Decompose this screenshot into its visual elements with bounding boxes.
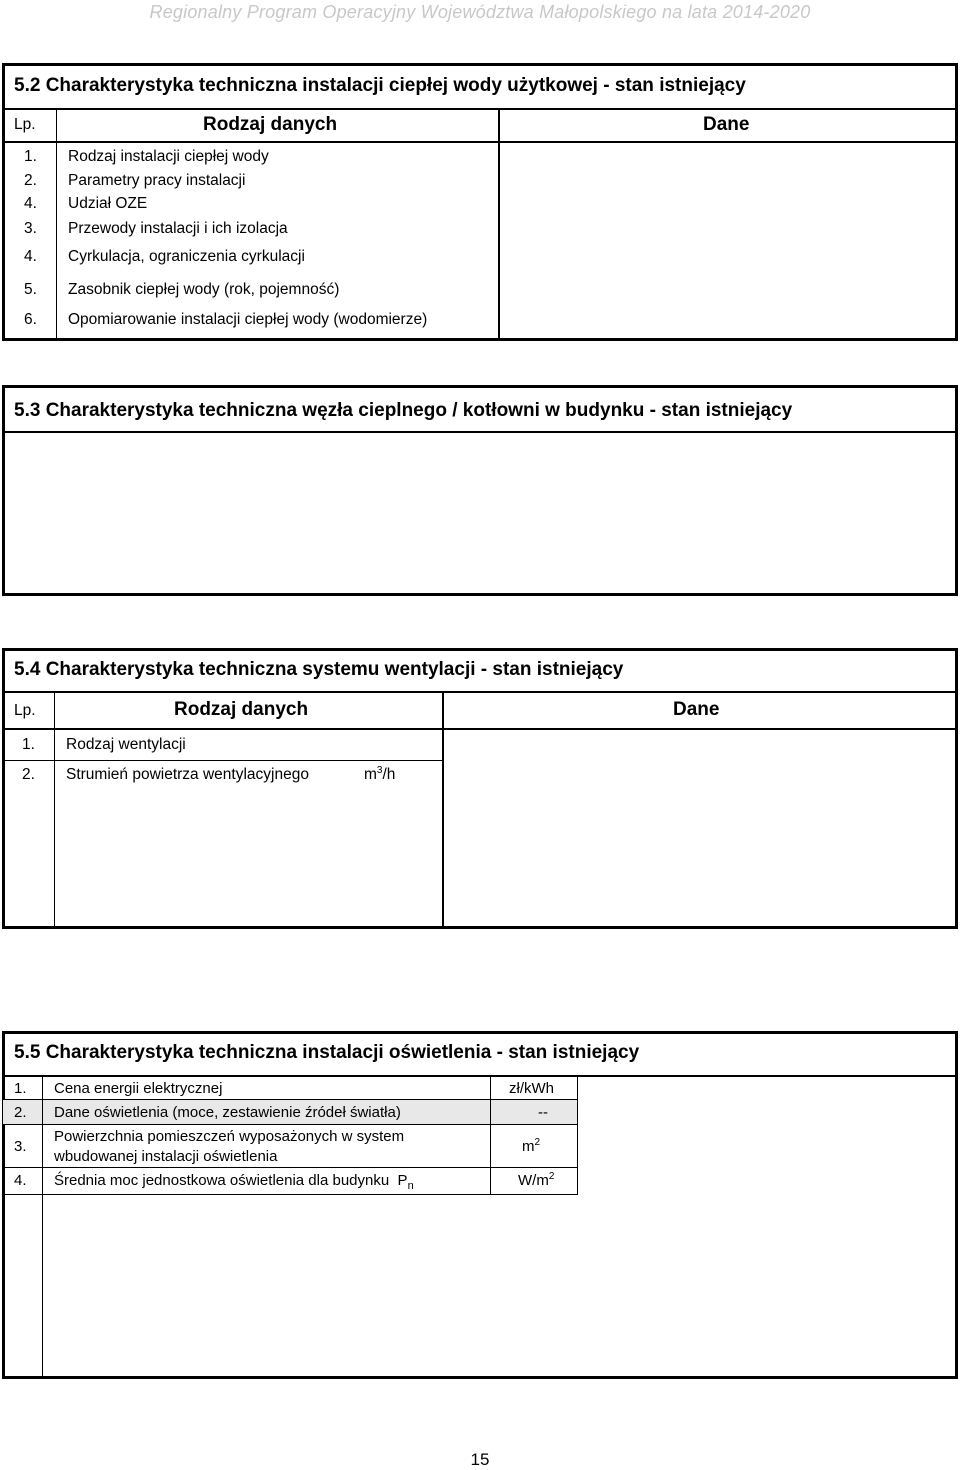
row-lp: 2. [24, 172, 37, 189]
row-unit: -- [538, 1104, 548, 1121]
row-label: Rodzaj instalacji ciepłej wody [68, 148, 269, 165]
row-lp: 4. [24, 195, 37, 212]
col-lp: Lp. [14, 702, 36, 719]
row-label: Średnia moc jednostkowa oświetlenia dla budynku $P_n$ [54, 1172, 414, 1192]
col-rodzaj: Rodzaj danych [174, 699, 309, 720]
row-unit: zł/kWh [509, 1080, 554, 1097]
row-label: Strumień powietrza wentylacyjnego [66, 766, 309, 783]
col-dane: Dane [673, 699, 720, 720]
section-title: 5.5 Charakterystyka techniczna instalacji oświetlenia - stan istniejący [14, 1042, 640, 1063]
row-lp: 3. [14, 1138, 27, 1155]
section-title: 5.3 Charakterystyka techniczna węzła cieplnego / kotłowni w budynku - stan istniejący [14, 400, 793, 421]
row-lp: 1. [14, 1080, 27, 1097]
page-header: Regionalny Program Operacyjny Województwa Małopolskiego na lata 2014-2020 [149, 2, 811, 22]
row-label: Przewody instalacji i ich izolacja [68, 220, 288, 237]
row-label: Parametry pracy instalacji [68, 172, 246, 189]
row-label: wbudowanej instalacji oświetlenia [54, 1148, 278, 1165]
col-lp: Lp. [14, 116, 36, 133]
row-lp: 6. [24, 311, 37, 328]
row-label: Udział OZE [68, 195, 148, 212]
row-label: Powierzchnia pomieszczeń wyposażonych w system [54, 1128, 405, 1145]
row-unit: $m^2$ [522, 1137, 541, 1155]
row-label: Zasobnik ciepłej wody (rok, pojemność) [68, 281, 340, 298]
row-lp: 1. [24, 148, 37, 165]
row-lp: 1. [22, 736, 35, 753]
row-label: Opomiarowanie instalacji ciepłej wody (wodomierze) [68, 311, 428, 328]
col-rodzaj: Rodzaj danych [203, 114, 338, 135]
row-unit: $m^3/h$ [364, 764, 396, 783]
row-label: Dane oświetlenia (moce, zestawienie źródeł światła) [54, 1104, 401, 1121]
row-unit: $W/m^2$ [518, 1171, 555, 1189]
row-label: Rodzaj wentylacji [66, 736, 186, 753]
row-lp: 4. [24, 248, 37, 265]
page-number: 15 [470, 1450, 490, 1469]
col-dane: Dane [703, 114, 750, 135]
row-label: Cena energii elektrycznej [54, 1080, 223, 1097]
row-lp: 5. [24, 281, 37, 298]
row-lp: 4. [14, 1172, 27, 1189]
row-lp: 2. [22, 766, 35, 783]
section-title: 5.2 Charakterystyka techniczna instalacji ciepłej wody użytkowej - stan istniejący [14, 75, 746, 96]
section-title: 5.4 Charakterystyka techniczna systemu wentylacji - stan istniejący [14, 659, 624, 680]
row-label: Cyrkulacja, ograniczenia cyrkulacji [68, 248, 305, 265]
row-lp: 2. [14, 1104, 27, 1121]
row-lp: 3. [24, 220, 37, 237]
